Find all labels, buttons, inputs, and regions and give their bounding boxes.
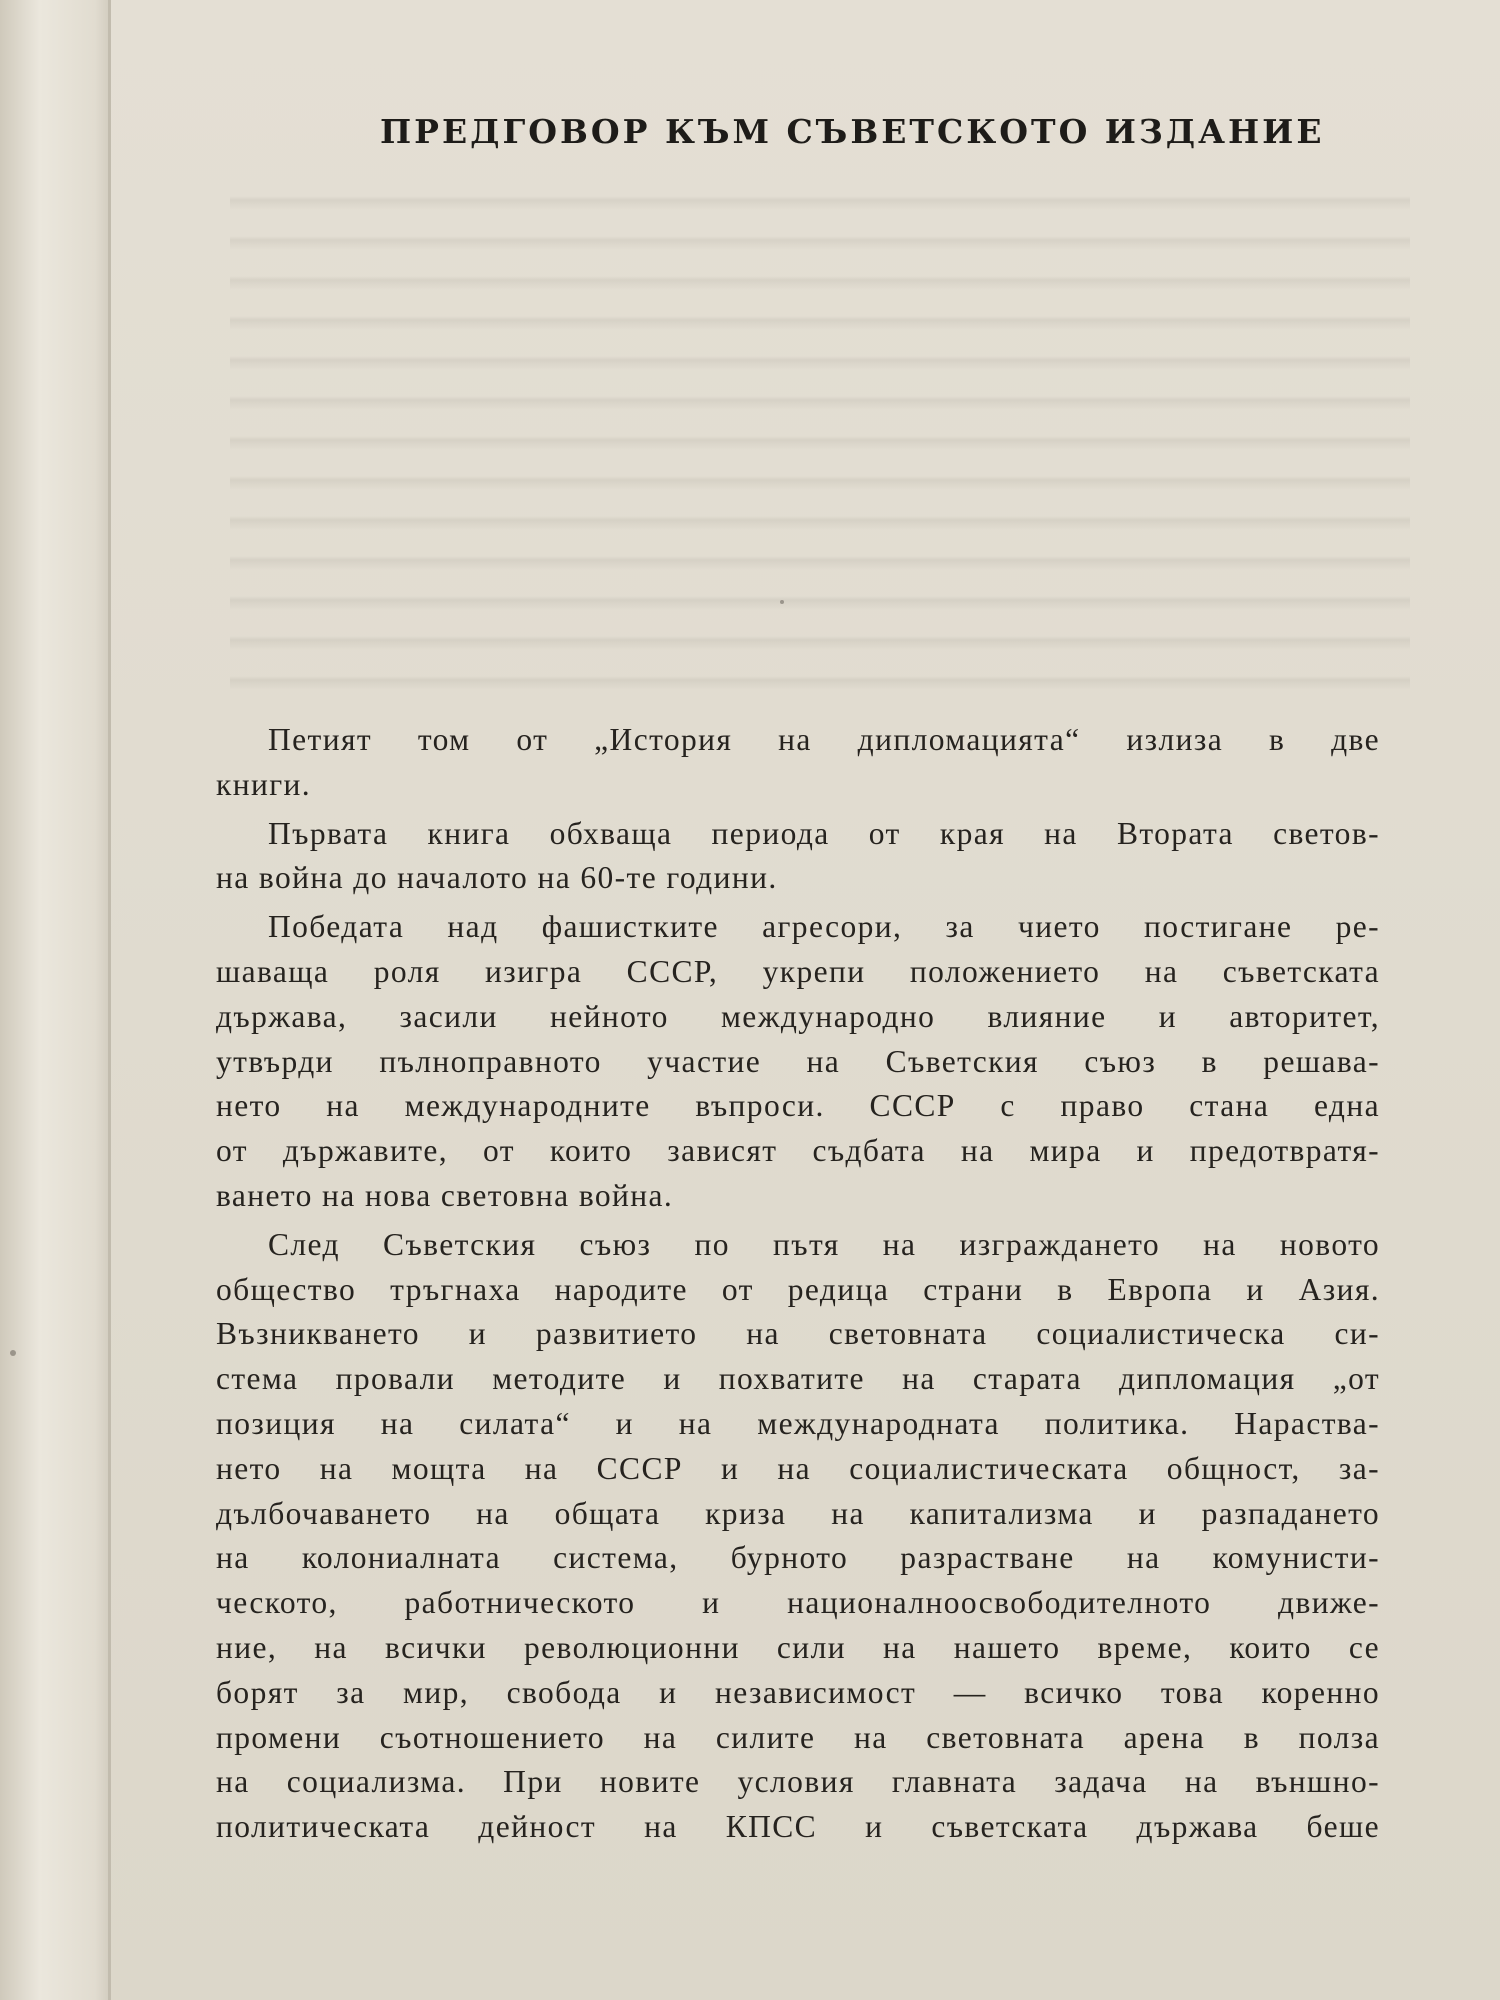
body-text	[216, 718, 1380, 1850]
text-line: борят за мир, свобода и независимост — всичко това коренно	[216, 1674, 1380, 1710]
text-line: Първата книга обхваща периода от края на Втората светов-	[268, 815, 1380, 851]
text-line: утвърди пълноправното участие на Съветския съюз в решава-	[216, 1043, 1380, 1079]
text-line: ческото, работническото и националноосвободителното движе-	[216, 1585, 1380, 1621]
text-line: нето на мощта на СССР и на социалистическата общност, за-	[216, 1450, 1380, 1486]
text-line: ването на нова световна война.	[216, 1177, 674, 1213]
text-line: позиция на силата“ и на международната политика. Нараства-	[216, 1405, 1380, 1441]
text-line: на социализма. При новите условия главната задача на външно-	[216, 1764, 1380, 1800]
paper-speck	[780, 600, 784, 604]
text-line: държава, засили нейното международно влияние и авторитет,	[216, 998, 1380, 1034]
text-line: Възникването и развитието на световната социалистическа си-	[216, 1316, 1380, 1352]
book-spine	[0, 0, 110, 2000]
page-title: ПРЕДГОВОР КЪМ СЪВЕТСКОТО ИЗДАНИЕ	[380, 112, 1325, 151]
text-line: След Съветския съюз по пътя на изграждането на новото	[268, 1226, 1380, 1262]
text-line: от държавите, от които зависят съдбата на мира и предотвратя-	[216, 1133, 1380, 1169]
text-line: книги.	[216, 766, 312, 802]
text-line: стема провали методите и похватите на старата дипломация „от	[216, 1361, 1380, 1397]
text-line: Петият том от „История на дипломацията“ излиза в две	[268, 722, 1380, 757]
show-through-text	[230, 170, 1410, 710]
text-line: политическата дейност на КПСС и съветската държава беше	[216, 1809, 1380, 1845]
text-line: дълбочаването на общата криза на капитализма и разпадането	[216, 1495, 1380, 1531]
text-line: промени съотношението на силите на световната арена в полза	[216, 1719, 1380, 1755]
text-line: Победата над фашистките агресори, за чието постигане ре-	[268, 909, 1380, 945]
text-line: нето на международните въпроси. СССР с право стана една	[216, 1088, 1380, 1124]
text-line: на колониалната система, бурното разрастване на комунисти-	[216, 1540, 1380, 1576]
text-line: шаваща роля изигра СССР, укрепи положението на съветската	[216, 953, 1380, 989]
paper-speck	[10, 1350, 16, 1356]
text-line: ние, на всички революционни сили на нашето време, които се	[216, 1629, 1380, 1665]
text-line: на война до началото на 60-те години.	[216, 860, 778, 896]
text-line: общество тръгнаха народите от редица страни в Европа и Азия.	[216, 1271, 1380, 1307]
